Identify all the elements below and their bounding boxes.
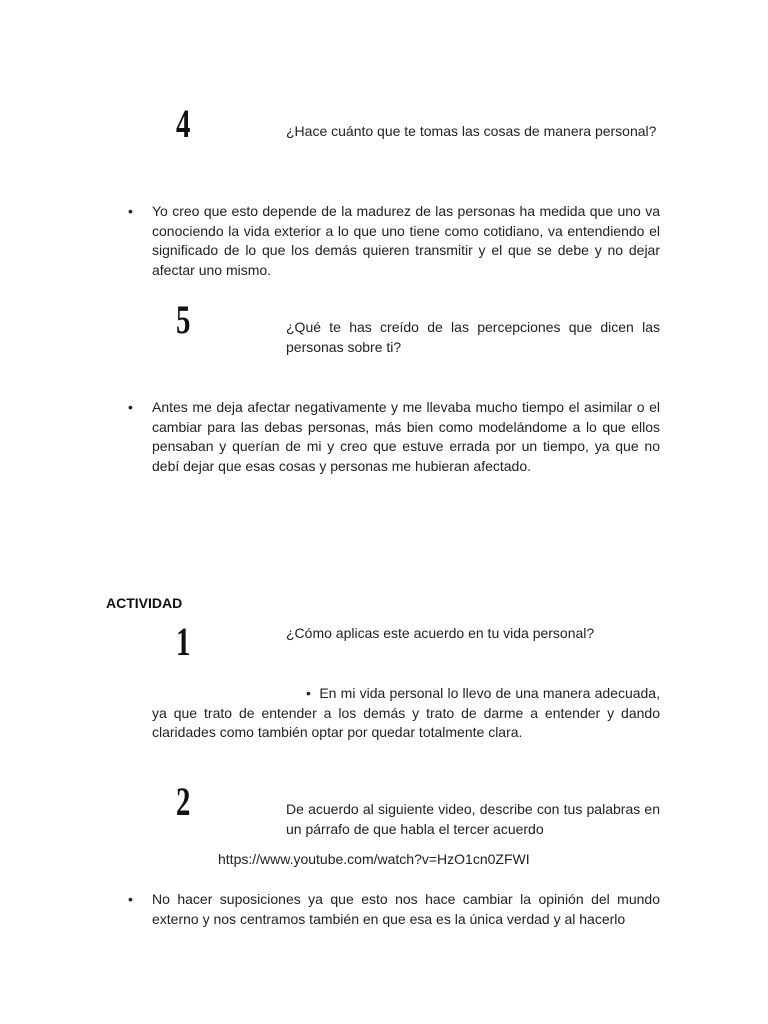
activity-answer-1 (152, 684, 660, 743)
bullet-icon: • (306, 685, 320, 701)
video-link[interactable]: https://www.youtube.com/watch?v=HzO1cn0ZFWI (218, 851, 530, 867)
question-number-5: 5 (176, 297, 191, 342)
answer-text-4: Yo creo que esto depende de la madurez de las personas ha medida que uno va conociendo la vida exterior a lo que uno tiene como cotidiano, va entendiendo el significado de lo que los demás quieren transmitir y el que se debe y no dejar afectar uno mismo. (152, 203, 660, 278)
activity-heading: ACTIVIDAD (106, 595, 183, 611)
answer-text-5: Antes me deja afectar negativamente y me llevaba mucho tiempo el asimilar o el cambiar para las debas personas, más bien como modelándome a lo que ellos pensaban y querían de mi y creo que estuve errada por un tiempo, ya que no debí dejar que esas cosas y personas me hubieran afectado. (152, 399, 660, 474)
question-text-4: ¿Hace cuánto que te tomas las cosas de manera personal? (286, 123, 657, 139)
bullet-icon: • (128, 891, 133, 907)
activity-answer-1-text: En mi vida personal lo llevo de una manera adecuada, ya que trato de entender a los demás y trato de darme a entender y dando claridades como también optar por quedar totalmente clara. (152, 685, 660, 740)
bullet-icon: • (128, 399, 133, 415)
question-number-4: 4 (176, 101, 191, 146)
question-text-5: ¿Qué te has creído de las percepciones que dicen las personas sobre ti? (286, 319, 660, 355)
activity-question-2: De acuerdo al siguiente video, describe con tus palabras en un párrafo de que habla el tercer acuerdo (286, 801, 660, 837)
activity-number-2: 2 (176, 779, 191, 824)
activity-number-1: 1 (176, 619, 191, 664)
activity-question-1: ¿Cómo aplicas este acuerdo en tu vida personal? (286, 625, 595, 641)
bullet-icon: • (128, 203, 133, 219)
activity-answer-2: No hacer suposiciones ya que esto nos hace cambiar la opinión del mundo externo y nos centramos también en que esa es la única verdad y al hacerlo (152, 891, 660, 927)
